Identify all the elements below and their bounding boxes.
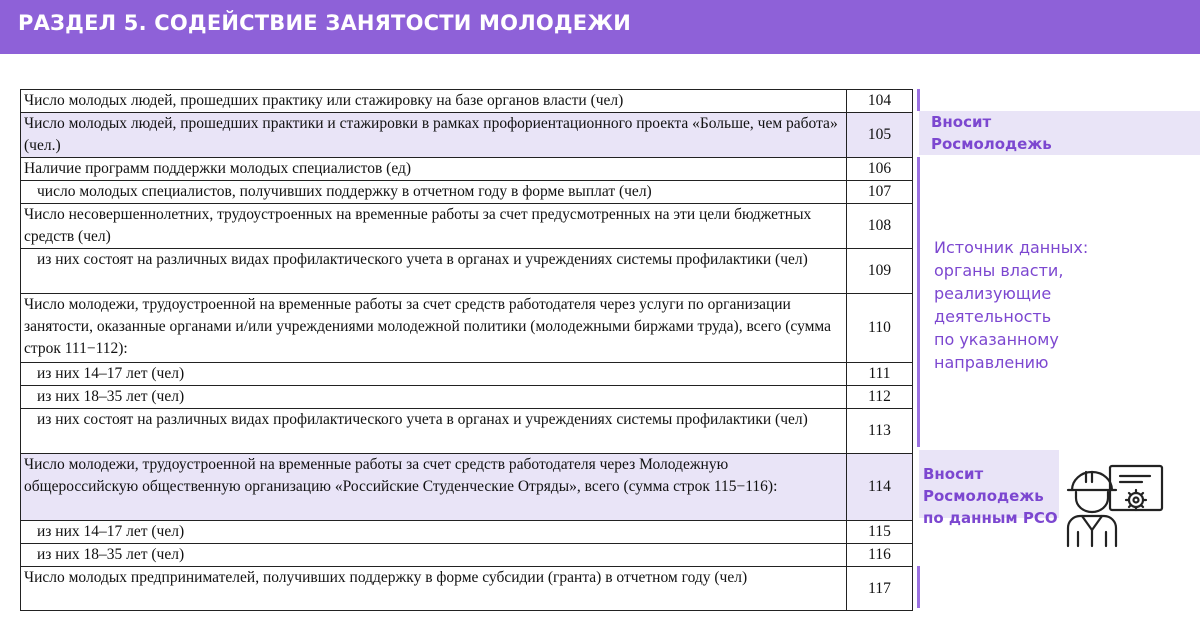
row-label: из них 18–35 лет (чел) (21, 544, 847, 567)
row-number: 107 (847, 181, 913, 204)
row-label: Число молодежи, трудоустроенной на временные работы за счет средств работодателя через услуги по организации занятости, оказанные органами и/или учреждениями молодежной политики (молодежными биржами труда), всего (сумма строк 111−112): (21, 294, 847, 363)
row-label: Число молодых людей, прошедших практику или стажировку на базе органов власти (чел) (21, 90, 847, 113)
row-number: 112 (847, 386, 913, 409)
construction-worker-icon (1060, 460, 1170, 550)
sidebar-marker (917, 157, 920, 447)
row-label: Число молодых предпринимателей, получивших поддержку в форме субсидии (гранта) в отчетном году (чел) (21, 567, 847, 611)
note-line: Росмолодежь (923, 487, 1044, 505)
table-row (21, 294, 913, 363)
row-number: 110 (847, 294, 913, 363)
table-row (21, 158, 913, 181)
note-line: Вносит (931, 113, 992, 131)
note-line: направлению (934, 353, 1049, 372)
rso-note (923, 463, 1058, 529)
row-label: число молодых специалистов, получивших поддержку в отчетном году в форме выплат (чел) (21, 181, 847, 204)
row-label: из них 14–17 лет (чел) (21, 521, 847, 544)
note-line: деятельность (934, 307, 1052, 326)
sidebar-marker (917, 89, 920, 111)
row-label: Число несовершеннолетних, трудоустроенных на временные работы за счет предусмотренных на эти цели бюджетных средств (чел) (21, 204, 847, 249)
row-number: 105 (847, 113, 913, 158)
row-number: 111 (847, 363, 913, 386)
row-label: из них состоят на различных видах профилактического учета в органах и учреждениях системы профилактики (чел) (21, 409, 847, 454)
table-row (21, 113, 913, 158)
row-number: 115 (847, 521, 913, 544)
row-label: из них состоят на различных видах профилактического учета в органах и учреждениях системы профилактики (чел) (21, 249, 847, 294)
rosmolodezh-note (931, 111, 1052, 155)
table-row (21, 454, 913, 521)
table-row (21, 249, 913, 294)
note-line: по указанному (934, 330, 1059, 349)
table-row (21, 90, 913, 113)
table-row (21, 521, 913, 544)
row-label: из них 14–17 лет (чел) (21, 363, 847, 386)
row-number: 114 (847, 454, 913, 521)
data-source-note (934, 236, 1088, 374)
row-number: 116 (847, 544, 913, 567)
table-row (21, 567, 913, 611)
table-row (21, 363, 913, 386)
row-label: Наличие программ поддержки молодых специалистов (ед) (21, 158, 847, 181)
section-header (0, 0, 1200, 54)
note-line: органы власти, (934, 261, 1064, 280)
row-number: 113 (847, 409, 913, 454)
note-line: Вносит (923, 465, 984, 483)
row-number: 106 (847, 158, 913, 181)
table-row (21, 409, 913, 454)
table-row (21, 386, 913, 409)
row-number: 117 (847, 567, 913, 611)
row-number: 108 (847, 204, 913, 249)
table-row (21, 181, 913, 204)
table-row (21, 544, 913, 567)
table-row (21, 204, 913, 249)
row-number: 109 (847, 249, 913, 294)
section-title: РАЗДЕЛ 5. СОДЕЙСТВИЕ ЗАНЯТОСТИ МОЛОДЕЖИ (18, 11, 632, 35)
note-line: Росмолодежь (931, 135, 1052, 153)
row-label: Число молодых людей, прошедших практики и стажировки в рамках профориентационного проекта «Больше, чем работа» (чел.) (21, 113, 847, 158)
indicators-table (20, 89, 913, 611)
row-label: из них 18–35 лет (чел) (21, 386, 847, 409)
note-line: Источник данных: (934, 238, 1089, 257)
row-label: Число молодежи, трудоустроенной на временные работы за счет средств работодателя через Молодежную общероссийскую общественную организацию «Российские Студенческие Отряды», всего (сумма строк 115−116): (21, 454, 847, 521)
row-number: 104 (847, 90, 913, 113)
sidebar-marker (917, 566, 920, 608)
note-line: по данным РСО (923, 509, 1058, 527)
note-line: реализующие (934, 284, 1052, 303)
